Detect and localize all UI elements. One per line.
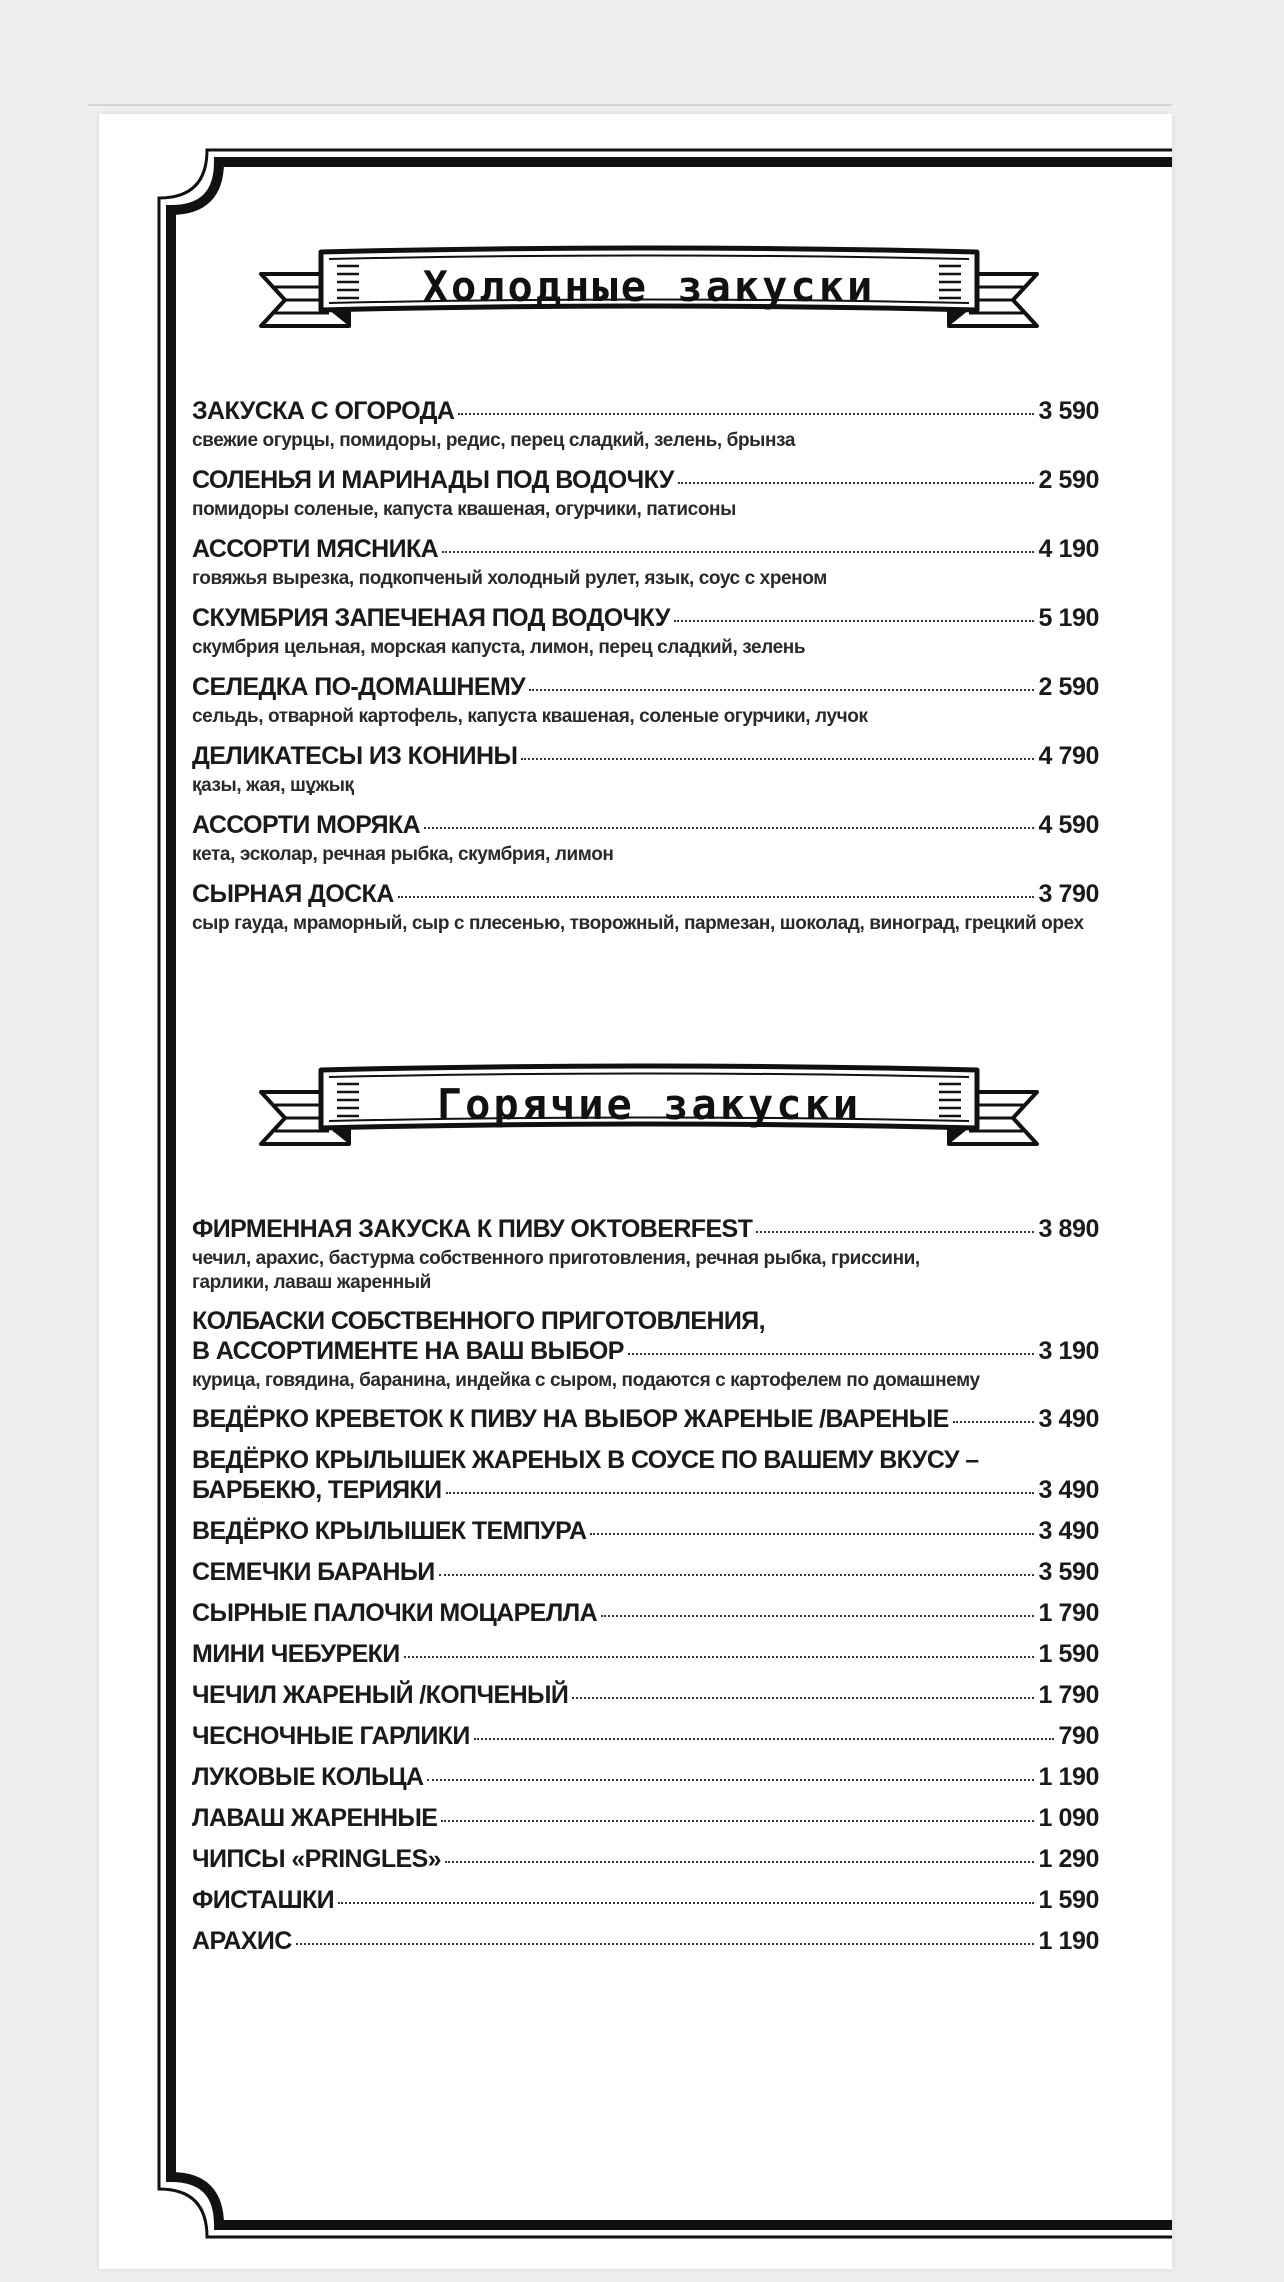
item-price: 4 190 — [1038, 535, 1099, 563]
item-name: АССОРТИ МЯСНИКА — [192, 535, 439, 563]
list-item — [192, 1445, 1099, 1505]
section-title-cold: Холодные закуски — [422, 262, 876, 311]
page-top-divider — [88, 104, 1172, 106]
item-description: скумбрия цельная, морская капуста, лимон, перец сладкий, зелень — [192, 637, 806, 658]
leader-dots — [521, 758, 1034, 760]
leader-dots — [296, 1943, 1035, 1945]
leader-dots — [441, 1820, 1034, 1822]
list-item — [192, 1516, 1099, 1546]
list-item — [192, 1214, 1099, 1295]
item-description: гарлики, лаваш жаренный — [192, 1272, 431, 1293]
leader-dots — [427, 1779, 1034, 1781]
leader-dots — [572, 1697, 1034, 1699]
list-item — [192, 810, 1099, 867]
item-description: помидоры соленые, капуста квашеная, огурчики, патисоны — [192, 499, 736, 520]
item-name: МИНИ ЧЕБУРЕКИ — [192, 1640, 400, 1668]
item-name: ВЕДЁРКО КРЫЛЫШЕК ТЕМПУРА — [192, 1517, 587, 1545]
item-name-line1: ВЕДЁРКО КРЫЛЫШЕК ЖАРЕНЫХ В СОУСЕ ПО ВАШЕМУ ВКУСУ – — [192, 1446, 979, 1474]
item-price: 1 190 — [1038, 1763, 1099, 1791]
list-item — [192, 1557, 1099, 1587]
list-item — [192, 1762, 1099, 1792]
item-name: АРАХИС — [192, 1927, 292, 1955]
list-item — [192, 1721, 1099, 1751]
item-price: 3 190 — [1038, 1337, 1099, 1365]
item-name: ЧИПСЫ «PRINGLES» — [192, 1845, 441, 1873]
item-name: ДЕЛИКАТЕСЫ ИЗ КОНИНЫ — [192, 742, 518, 770]
item-name: ФИРМЕННАЯ ЗАКУСКА К ПИВУ OKTOBERFEST — [192, 1215, 753, 1243]
item-name: БАРБЕКЮ, ТЕРИЯКИ — [192, 1476, 442, 1504]
item-price: 1 590 — [1038, 1886, 1099, 1914]
item-price: 4 790 — [1038, 742, 1099, 770]
hot-items-list — [192, 1214, 1099, 1967]
cold-items-list — [192, 396, 1099, 948]
item-name: ЧЕСНОЧНЫЕ ГАРЛИКИ — [192, 1722, 470, 1750]
item-price: 1 790 — [1038, 1599, 1099, 1627]
item-name: ЧЕЧИЛ ЖАРЕНЫЙ /КОПЧЕНЫЙ — [192, 1681, 569, 1709]
item-description: курица, говядина, баранина, индейка с сыром, подаются с картофелем по домашнему — [192, 1370, 980, 1391]
leader-dots — [404, 1656, 1035, 1658]
list-item — [192, 1844, 1099, 1874]
item-description: чечил, арахис, бастурма собственного приготовления, речная рыбка, гриссини, — [192, 1248, 920, 1269]
item-price: 2 590 — [1038, 466, 1099, 494]
item-name: СЕМЕЧКИ БАРАНЬИ — [192, 1558, 435, 1586]
item-price: 4 590 — [1038, 811, 1099, 839]
leader-dots — [678, 482, 1035, 484]
list-item — [192, 1926, 1099, 1956]
item-price: 790 — [1058, 1722, 1099, 1750]
list-item — [192, 672, 1099, 729]
item-name: СЫРНАЯ ДОСКА — [192, 880, 394, 908]
item-price: 3 490 — [1038, 1405, 1099, 1433]
item-description: говяжья вырезка, подкопченый холодный рулет, язык, соус с хреном — [192, 568, 827, 589]
list-item — [192, 1680, 1099, 1710]
leader-dots — [338, 1902, 1034, 1904]
leader-dots — [474, 1738, 1055, 1740]
item-price: 3 490 — [1038, 1476, 1099, 1504]
item-name-line1: КОЛБАСКИ СОБСТВЕННОГО ПРИГОТОВЛЕНИЯ, — [192, 1307, 766, 1335]
item-name: ВЕДЁРКО КРЕВЕТОК К ПИВУ НА ВЫБОР ЖАРЕНЫЕ /ВАРЕНЫЕ — [192, 1405, 949, 1433]
item-price: 1 090 — [1038, 1804, 1099, 1832]
item-name: СЕЛЕДКА ПО-ДОМАШНЕМУ — [192, 673, 526, 701]
list-item — [192, 879, 1099, 936]
leader-dots — [424, 827, 1034, 829]
list-item — [192, 603, 1099, 660]
item-description: сыр гауда, мраморный, сыр с плесенью, творожный, пармезан, шоколад, виноград, грецкий орех — [192, 913, 1084, 934]
leader-dots — [446, 1492, 1035, 1494]
item-price: 1 190 — [1038, 1927, 1099, 1955]
leader-dots — [590, 1533, 1034, 1535]
leader-dots — [442, 551, 1034, 553]
section-title-hot: Горячие закуски — [436, 1080, 862, 1129]
item-name: СКУМБРИЯ ЗАПЕЧЕНАЯ ПОД ВОДОЧКУ — [192, 604, 670, 632]
leader-dots — [458, 413, 1034, 415]
item-name: ЛУКОВЫЕ КОЛЬЦА — [192, 1763, 424, 1791]
leader-dots — [601, 1615, 1034, 1617]
list-item — [192, 1306, 1099, 1393]
item-price: 2 590 — [1038, 673, 1099, 701]
item-price: 3 590 — [1038, 397, 1099, 425]
list-item — [192, 1885, 1099, 1915]
item-name: ФИСТАШКИ — [192, 1886, 335, 1914]
item-description: сельдь, отварной картофель, капуста квашеная, соленые огурчики, лучок — [192, 706, 868, 727]
item-price: 1 290 — [1038, 1845, 1099, 1873]
item-name: ЗАКУСКА С ОГОРОДА — [192, 397, 455, 425]
item-description: свежие огурцы, помидоры, редис, перец сладкий, зелень, брынза — [192, 430, 796, 451]
list-item — [192, 1404, 1099, 1434]
list-item — [192, 1803, 1099, 1833]
list-item — [192, 534, 1099, 591]
item-price: 3 490 — [1038, 1517, 1099, 1545]
item-name: СЫРНЫЕ ПАЛОЧКИ МОЦАРЕЛЛА — [192, 1599, 598, 1627]
item-name: АССОРТИ МОРЯКА — [192, 811, 421, 839]
item-price: 1 590 — [1038, 1640, 1099, 1668]
list-item — [192, 396, 1099, 453]
banner-hot — [259, 1050, 1039, 1160]
item-name: ЛАВАШ ЖАРЕННЫЕ — [192, 1804, 438, 1832]
leader-dots — [756, 1231, 1034, 1233]
banner-cold — [259, 232, 1039, 342]
leader-dots — [445, 1861, 1034, 1863]
item-price: 5 190 — [1038, 604, 1099, 632]
item-price: 1 790 — [1038, 1681, 1099, 1709]
leader-dots — [529, 689, 1034, 691]
item-description: кета, эсколар, речная рыбка, скумбрия, лимон — [192, 844, 614, 865]
item-description: қазы, жая, шұжық — [192, 775, 354, 796]
item-name: В АССОРТИМЕНТЕ НА ВАШ ВЫБОР — [192, 1337, 624, 1365]
list-item — [192, 1598, 1099, 1628]
leader-dots — [398, 896, 1035, 898]
item-price: 3 790 — [1038, 880, 1099, 908]
leader-dots — [674, 620, 1035, 622]
item-name: СОЛЕНЬЯ И МАРИНАДЫ ПОД ВОДОЧКУ — [192, 466, 674, 494]
leader-dots — [439, 1574, 1035, 1576]
list-item — [192, 465, 1099, 522]
item-price: 3 590 — [1038, 1558, 1099, 1586]
list-item — [192, 741, 1099, 798]
leader-dots — [628, 1353, 1035, 1355]
leader-dots — [953, 1421, 1035, 1423]
list-item — [192, 1639, 1099, 1669]
item-price: 3 890 — [1038, 1215, 1099, 1243]
menu-page — [99, 114, 1172, 2269]
